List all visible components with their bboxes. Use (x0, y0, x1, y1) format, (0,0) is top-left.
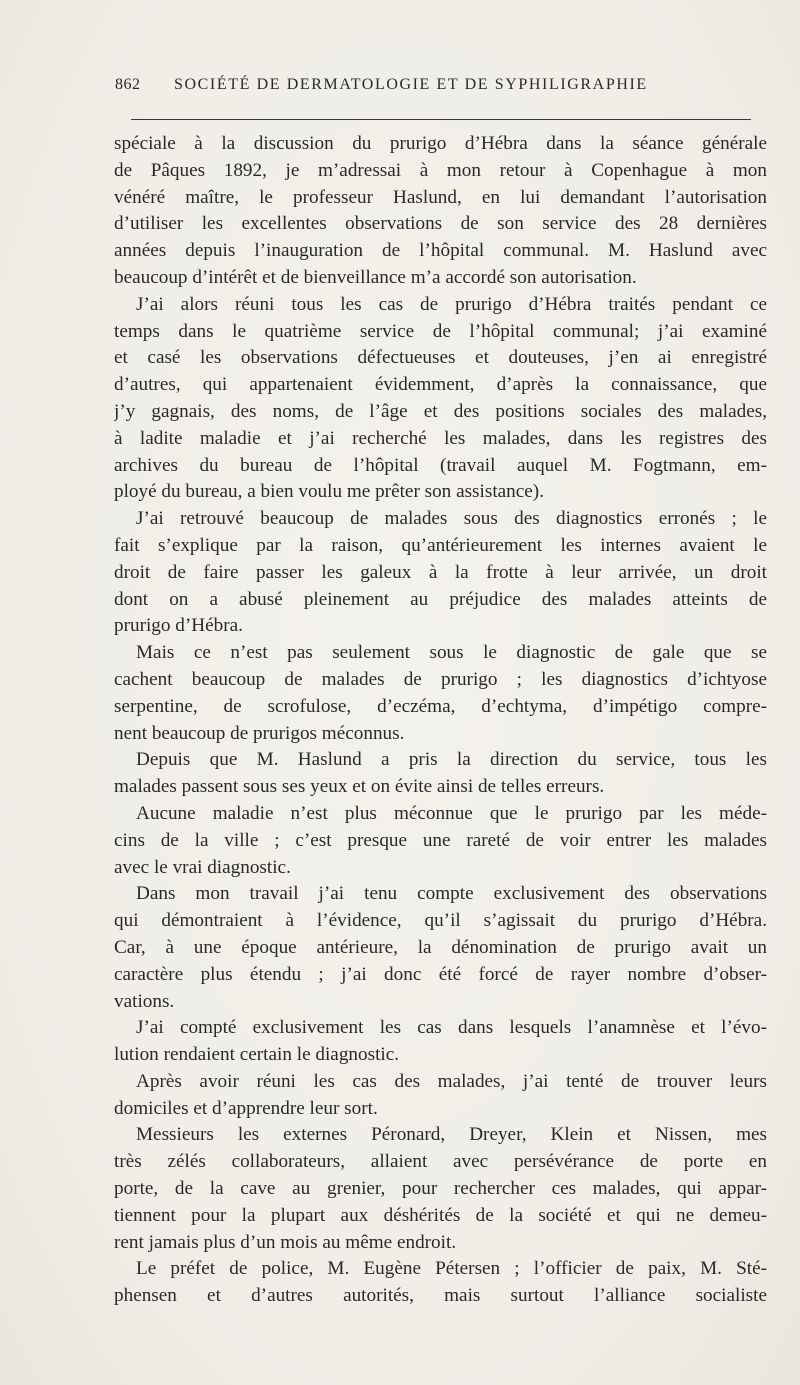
text-line: à ladite maladie et j’ai recherché les malades, dans les registres des (114, 427, 767, 449)
text-line: d’autres, qui appartenaient évidemment, d’après la connaissance, que (114, 374, 767, 396)
page-header (115, 76, 765, 104)
text-line: malades passent sous ses yeux et on évite ainsi de telles erreurs. (114, 776, 605, 798)
text-line: vénéré maître, le professeur Haslund, en lui demandant l’autorisation (114, 186, 767, 208)
text-line: porte, de la cave au grenier, pour rechercher ces malades, qui appar- (114, 1178, 767, 1200)
text-line: caractère plus étendu ; j’ai donc été forcé de rayer nombre d’obser- (114, 963, 767, 985)
running-head: SOCIÉTÉ DE DERMATOLOGIE ET DE SYPHILIGRAPHIE (174, 76, 648, 93)
text-line: Après avoir réuni les cas des malades, j’ai tenté de trouver leurs (136, 1070, 767, 1092)
text-line: avec le vrai diagnostic. (114, 856, 291, 878)
text-line: tiennent pour la plupart aux déshérités de la société et qui ne demeu- (114, 1204, 767, 1226)
text-line: très zélés collaborateurs, allaient avec persévérance de porte en (114, 1151, 767, 1173)
header-rule (131, 119, 751, 120)
text-line: droit de faire passer les galeux à la frotte à leur arrivée, un droit (114, 561, 767, 583)
text-line: et casé les observations défectueuses et douteuses, j’en ai enregistré (114, 347, 767, 369)
text-line: spéciale à la discussion du prurigo d’Hébra dans la séance générale (114, 133, 767, 154)
text-line: vations. (114, 990, 175, 1012)
body-text (114, 131, 767, 1310)
text-line: Aucune maladie n’est plus méconnue que le prurigo par les méde- (136, 802, 767, 824)
text-line: Car, à une époque antérieure, la dénomination de prurigo avait un (114, 936, 767, 958)
text-line: beaucoup d’intérêt et de bienveillance m’a accordé son autorisation. (114, 266, 637, 288)
text-line: Depuis que M. Haslund a pris la direction du service, tous les (136, 749, 767, 771)
text-line: Dans mon travail j’ai tenu compte exclusivement des observations (136, 883, 767, 905)
page-number: 862 (115, 76, 141, 93)
text-line: J’ai alors réuni tous les cas de prurigo d’Hébra traités pendant ce (136, 293, 767, 315)
text-line: temps dans le quatrième service de l’hôpital communal; j’ai examiné (114, 320, 767, 342)
text-line: J’ai retrouvé beaucoup de malades sous des diagnostics erronés ; le (136, 508, 767, 530)
text-line: lution rendaient certain le diagnostic. (114, 1044, 400, 1066)
text-line: cachent beaucoup de malades de prurigo ; les diagnostics d’ichtyose (114, 668, 767, 690)
text-line: Le préfet de police, M. Eugène Pétersen ; l’officier de paix, M. Sté- (136, 1258, 767, 1280)
text-line: d’utiliser les excellentes observations de son service des 28 dernières (114, 213, 767, 235)
text-line: j’y gagnais, des noms, de l’âge et des positions sociales des malades, (114, 400, 767, 422)
text-line: fait s’explique par la raison, qu’antérieurement les internes avaient le (114, 534, 767, 556)
text-line: dont on a abusé pleinement au préjudice des malades atteints de (114, 588, 767, 610)
text-line: nent beaucoup de prurigos méconnus. (114, 722, 405, 744)
text-line: prurigo d’Hébra. (114, 615, 243, 637)
text-line: archives du bureau de l’hôpital (travail auquel M. Fogtmann, em- (114, 454, 767, 476)
text-line: ployé du bureau, a bien voulu me prêter son assistance). (114, 481, 544, 503)
text-line: Mais ce n’est pas seulement sous le diagnostic de gale que se (136, 642, 767, 664)
text-line: domiciles et d’apprendre leur sort. (114, 1097, 378, 1119)
text-line: rent jamais plus d’un mois au même endroit. (114, 1231, 457, 1253)
text-line: cins de la ville ; c’est presque une rareté de voir entrer les malades (114, 829, 767, 851)
text-line: qui démontraient à l’évidence, qu’il s’agissait du prurigo d’Hébra. (114, 910, 767, 932)
text-line: années depuis l’inauguration de l’hôpital communal. M. Haslund avec (114, 240, 767, 262)
text-line: de Pâques 1892, je m’adressai à mon retour à Copenhague à mon (114, 159, 767, 181)
text-line: J’ai compté exclusivement les cas dans lesquels l’anamnèse et l’évo- (136, 1017, 767, 1039)
text-line: Messieurs les externes Péronard, Dreyer, Klein et Nissen, mes (136, 1124, 767, 1146)
text-line: serpentine, de scrofulose, d’eczéma, d’echtyma, d’impétigo compre- (114, 695, 767, 717)
text-line: phensen et d’autres autorités, mais surtout l’alliance socialiste (114, 1285, 767, 1307)
